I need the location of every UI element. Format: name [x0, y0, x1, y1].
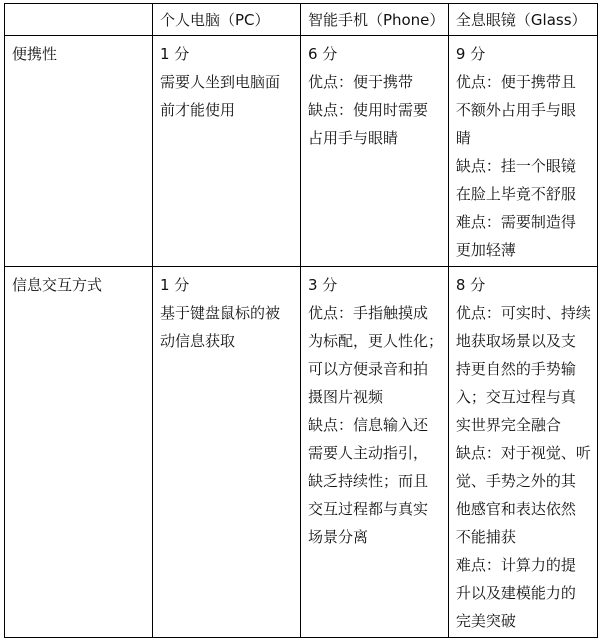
- header-cell-empty: [5, 4, 153, 36]
- cell-text-line: 前才能使用: [159, 101, 235, 119]
- cell-text-line: 基于键盘鼠标的被: [159, 304, 280, 322]
- cell-text-line: 觉、手势之外的其: [455, 472, 576, 490]
- cell-text-line: 缺乏持续性；而且: [307, 472, 428, 490]
- cell-text-line: 更加轻薄: [455, 241, 516, 259]
- cell-text-line: 场景分离: [307, 528, 368, 546]
- cell-portability-pc: [152, 36, 300, 267]
- cell-portability-phone: [300, 36, 448, 267]
- cell-text-line: 占用手与眼睛: [307, 129, 398, 147]
- cell-text-line: 实世界完全融合: [455, 416, 561, 434]
- table-row-portability: [5, 36, 598, 267]
- cell-text-line: 优点：便于携带且: [455, 73, 576, 91]
- cell-text-line: 交互过程都与真实: [307, 500, 428, 518]
- cell-text-line: 需要人主动指引，: [307, 444, 428, 462]
- cell-text-line: 入；交互过程与真: [455, 388, 576, 406]
- cell-text-line: 完美突破: [455, 612, 516, 630]
- comparison-table: [4, 3, 598, 638]
- cell-text-line: 难点：计算力的提: [455, 556, 576, 574]
- cell-text-line: 缺点：对于视觉、听: [455, 444, 591, 462]
- row-label-interaction: 信息交互方式: [5, 267, 153, 638]
- cell-interaction-pc: [152, 267, 300, 638]
- cell-text-line: 缺点：信息输入还: [307, 416, 428, 434]
- cell-text-line: 优点：便于携带: [307, 73, 413, 91]
- cell-text-line: 1 分: [159, 276, 190, 294]
- cell-text-line: 缺点：使用时需要: [307, 101, 428, 119]
- header-cell-pc: 个人电脑（PC）: [152, 4, 300, 36]
- cell-text-line: 动信息获取: [159, 332, 235, 350]
- cell-text-line: 需要人坐到电脑面: [159, 73, 280, 91]
- cell-text-line: 可以方便录音和拍: [307, 360, 428, 378]
- cell-text-line: 摄图片视频: [307, 388, 383, 406]
- cell-text-line: 不额外占用手与眼: [455, 101, 576, 119]
- cell-text-line: 优点：可实时、持续: [455, 304, 591, 322]
- cell-text-line: 6 分: [307, 45, 338, 63]
- cell-text-line: 难点：需要制造得: [455, 213, 576, 231]
- cell-text-line: 缺点：挂一个眼镜: [455, 157, 576, 175]
- cell-text-line: 持更自然的手势输: [455, 360, 576, 378]
- cell-text-line: 为标配，更人性化；: [307, 332, 443, 350]
- cell-text-line: 地获取场景以及支: [455, 332, 576, 350]
- cell-text-line: 优点：手指触摸成: [307, 304, 428, 322]
- header-cell-glass: 全息眼镜（Glass）: [448, 4, 597, 36]
- cell-text-line: 睛: [455, 129, 471, 147]
- cell-text-line: 在脸上毕竟不舒服: [455, 185, 576, 203]
- cell-text-line: 1 分: [159, 45, 190, 63]
- cell-text-line: 9 分: [455, 45, 486, 63]
- table-header-row: [5, 4, 598, 36]
- cell-interaction-glass: [448, 267, 597, 638]
- cell-text-line: 升以及建模能力的: [455, 584, 576, 602]
- cell-text-line: 3 分: [307, 276, 338, 294]
- table-row-interaction: [5, 267, 598, 638]
- cell-text-line: 不能捕获: [455, 528, 516, 546]
- row-label-portability: 便携性: [5, 36, 153, 267]
- cell-text-line: 8 分: [455, 276, 486, 294]
- cell-portability-glass: [448, 36, 597, 267]
- cell-interaction-phone: [300, 267, 448, 638]
- cell-text-line: 他感官和表达依然: [455, 500, 576, 518]
- header-cell-phone: 智能手机（Phone）: [300, 4, 448, 36]
